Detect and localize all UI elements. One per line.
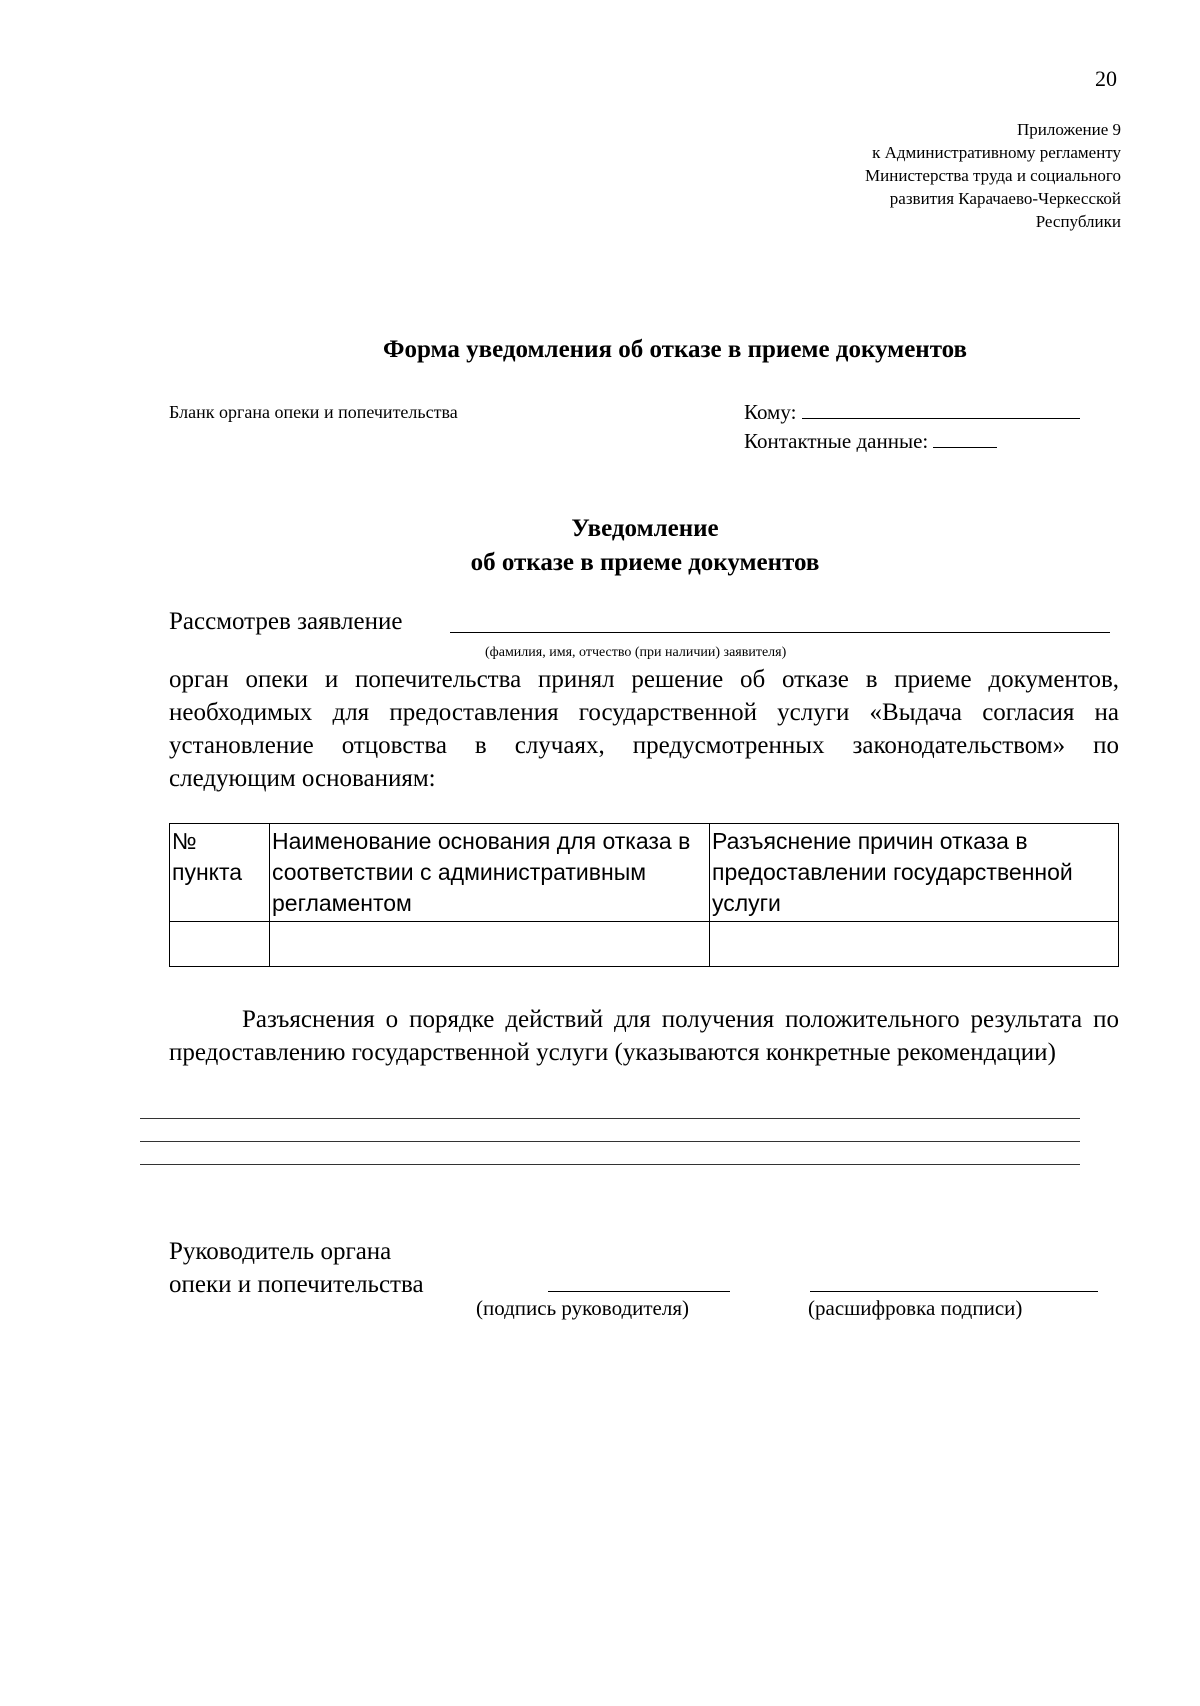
table-header-ground: Наименование основания для отказа в соответствии с административным регламентом (270, 824, 710, 922)
to-label: Кому: (744, 400, 797, 424)
signature-field[interactable] (548, 1291, 730, 1292)
contacts-field[interactable] (933, 428, 997, 448)
contacts-label: Контактные данные: (744, 429, 929, 453)
appendix-line: Министерства труда и социального (865, 166, 1121, 185)
notice-title (0, 512, 1200, 580)
signature-caption: (подпись руководителя) (476, 1296, 690, 1320)
appendix-reference (865, 118, 1121, 233)
refusal-grounds-table (169, 823, 1119, 967)
table-header-row (170, 824, 1119, 922)
recommendation-line[interactable] (140, 1164, 1080, 1165)
appendix-line: Республики (1035, 212, 1121, 231)
table-cell[interactable] (710, 922, 1119, 967)
table-row (170, 922, 1119, 967)
explanation-text (169, 1003, 1119, 1069)
head-title (169, 1235, 424, 1301)
appendix-line: развития Карачаево-Черкесской (889, 189, 1121, 208)
appendix-line: Приложение 9 (1017, 120, 1121, 139)
signature-decode-field[interactable] (810, 1291, 1098, 1292)
table-header-number: № пункта (170, 824, 270, 922)
decision-paragraph: орган опеки и попечительства принял решение об отказе в приеме документов, необходимых для предоставления государственной услуги «Выдача согласия на установление отцовства в случаях, предусмотренных законодательством» по следующим основаниям: (169, 666, 1119, 792)
notice-title-line1: Уведомление (571, 515, 719, 542)
recommendation-line[interactable] (140, 1118, 1080, 1119)
appendix-line: к Административному регламенту (872, 143, 1121, 162)
page-number: 20 (1095, 66, 1117, 91)
applicant-name-caption: (фамилия, имя, отчество (при наличии) заявителя) (485, 645, 787, 660)
signature-decode-caption: (расшифровка подписи) (808, 1296, 1023, 1320)
considered-label: Рассмотрев заявление (169, 608, 403, 635)
org-blank-label: Бланк органа опеки и попечительства (169, 402, 458, 422)
explanation-paragraph: Разъяснения о порядке действий для получения положительного результата по предоставлению государственной услуги (указываются конкретные рекомендации) (169, 1006, 1119, 1066)
to-field[interactable] (802, 399, 1080, 419)
recommendation-line[interactable] (140, 1141, 1080, 1142)
form-title: Форма уведомления об отказе в приеме документов (382, 336, 968, 363)
table-cell[interactable] (170, 922, 270, 967)
table-cell[interactable] (270, 922, 710, 967)
decision-text (169, 663, 1119, 795)
table-header-explanation: Разъяснение причин отказа в предоставлении государственной услуги (710, 824, 1119, 922)
applicant-name-field[interactable] (450, 632, 1110, 633)
notice-title-line2: об отказе в приеме документов (470, 549, 820, 576)
head-title-line1: Руководитель органа (169, 1238, 392, 1265)
recipient-block (744, 398, 1080, 456)
head-title-line2: опеки и попечительства (169, 1271, 424, 1298)
